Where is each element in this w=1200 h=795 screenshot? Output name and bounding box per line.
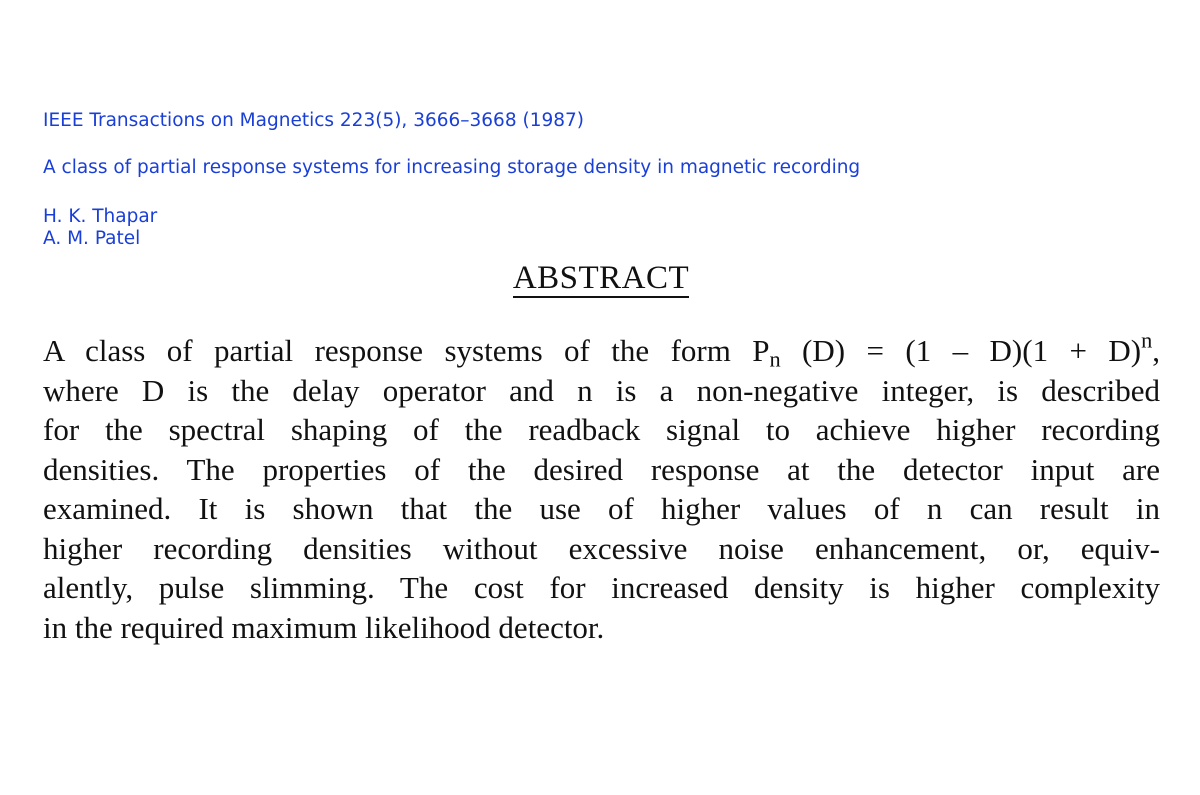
- formula-subscript: n: [769, 346, 781, 372]
- abstract-heading: [0, 258, 1200, 298]
- abstract-line: [43, 327, 1160, 372]
- abstract-line: examined. It is shown that the use of higher values of n can result in: [43, 491, 1160, 526]
- author-name: A. M. Patel: [43, 228, 141, 249]
- abstract-line: for the spectral shaping of the readback signal to achieve higher recording: [43, 412, 1160, 447]
- formula-text: (D) = (1 – D)(1 + D): [780, 333, 1142, 368]
- abstract-body: [43, 327, 1160, 647]
- formula-text: A class of partial response systems of the form P: [43, 333, 770, 368]
- abstract-line: higher recording densities without excessive noise enhancement, or, equiv-: [43, 530, 1160, 566]
- abstract-line: alently, pulse slimming. The cost for increased density is higher complexity: [43, 570, 1160, 605]
- abstract-line: densities. The properties of the desired response at the detector input are: [43, 451, 1160, 487]
- author-name: H. K. Thapar: [43, 206, 158, 227]
- abstract-line: where D is the delay operator and n is a non-negative integer, is described: [43, 372, 1160, 408]
- abstract-heading-text: ABSTRACT: [512, 260, 690, 296]
- paper-title: A class of partial response systems for increasing storage density in magnetic recording: [43, 157, 861, 178]
- author-list: [43, 206, 157, 250]
- formula-text: ,: [1152, 333, 1160, 368]
- formula-superscript: n: [1141, 327, 1153, 353]
- abstract-line: in the required maximum likelihood detector.: [43, 609, 605, 645]
- journal-citation: IEEE Transactions on Magnetics 223(5), 3666–3668 (1987): [43, 110, 584, 131]
